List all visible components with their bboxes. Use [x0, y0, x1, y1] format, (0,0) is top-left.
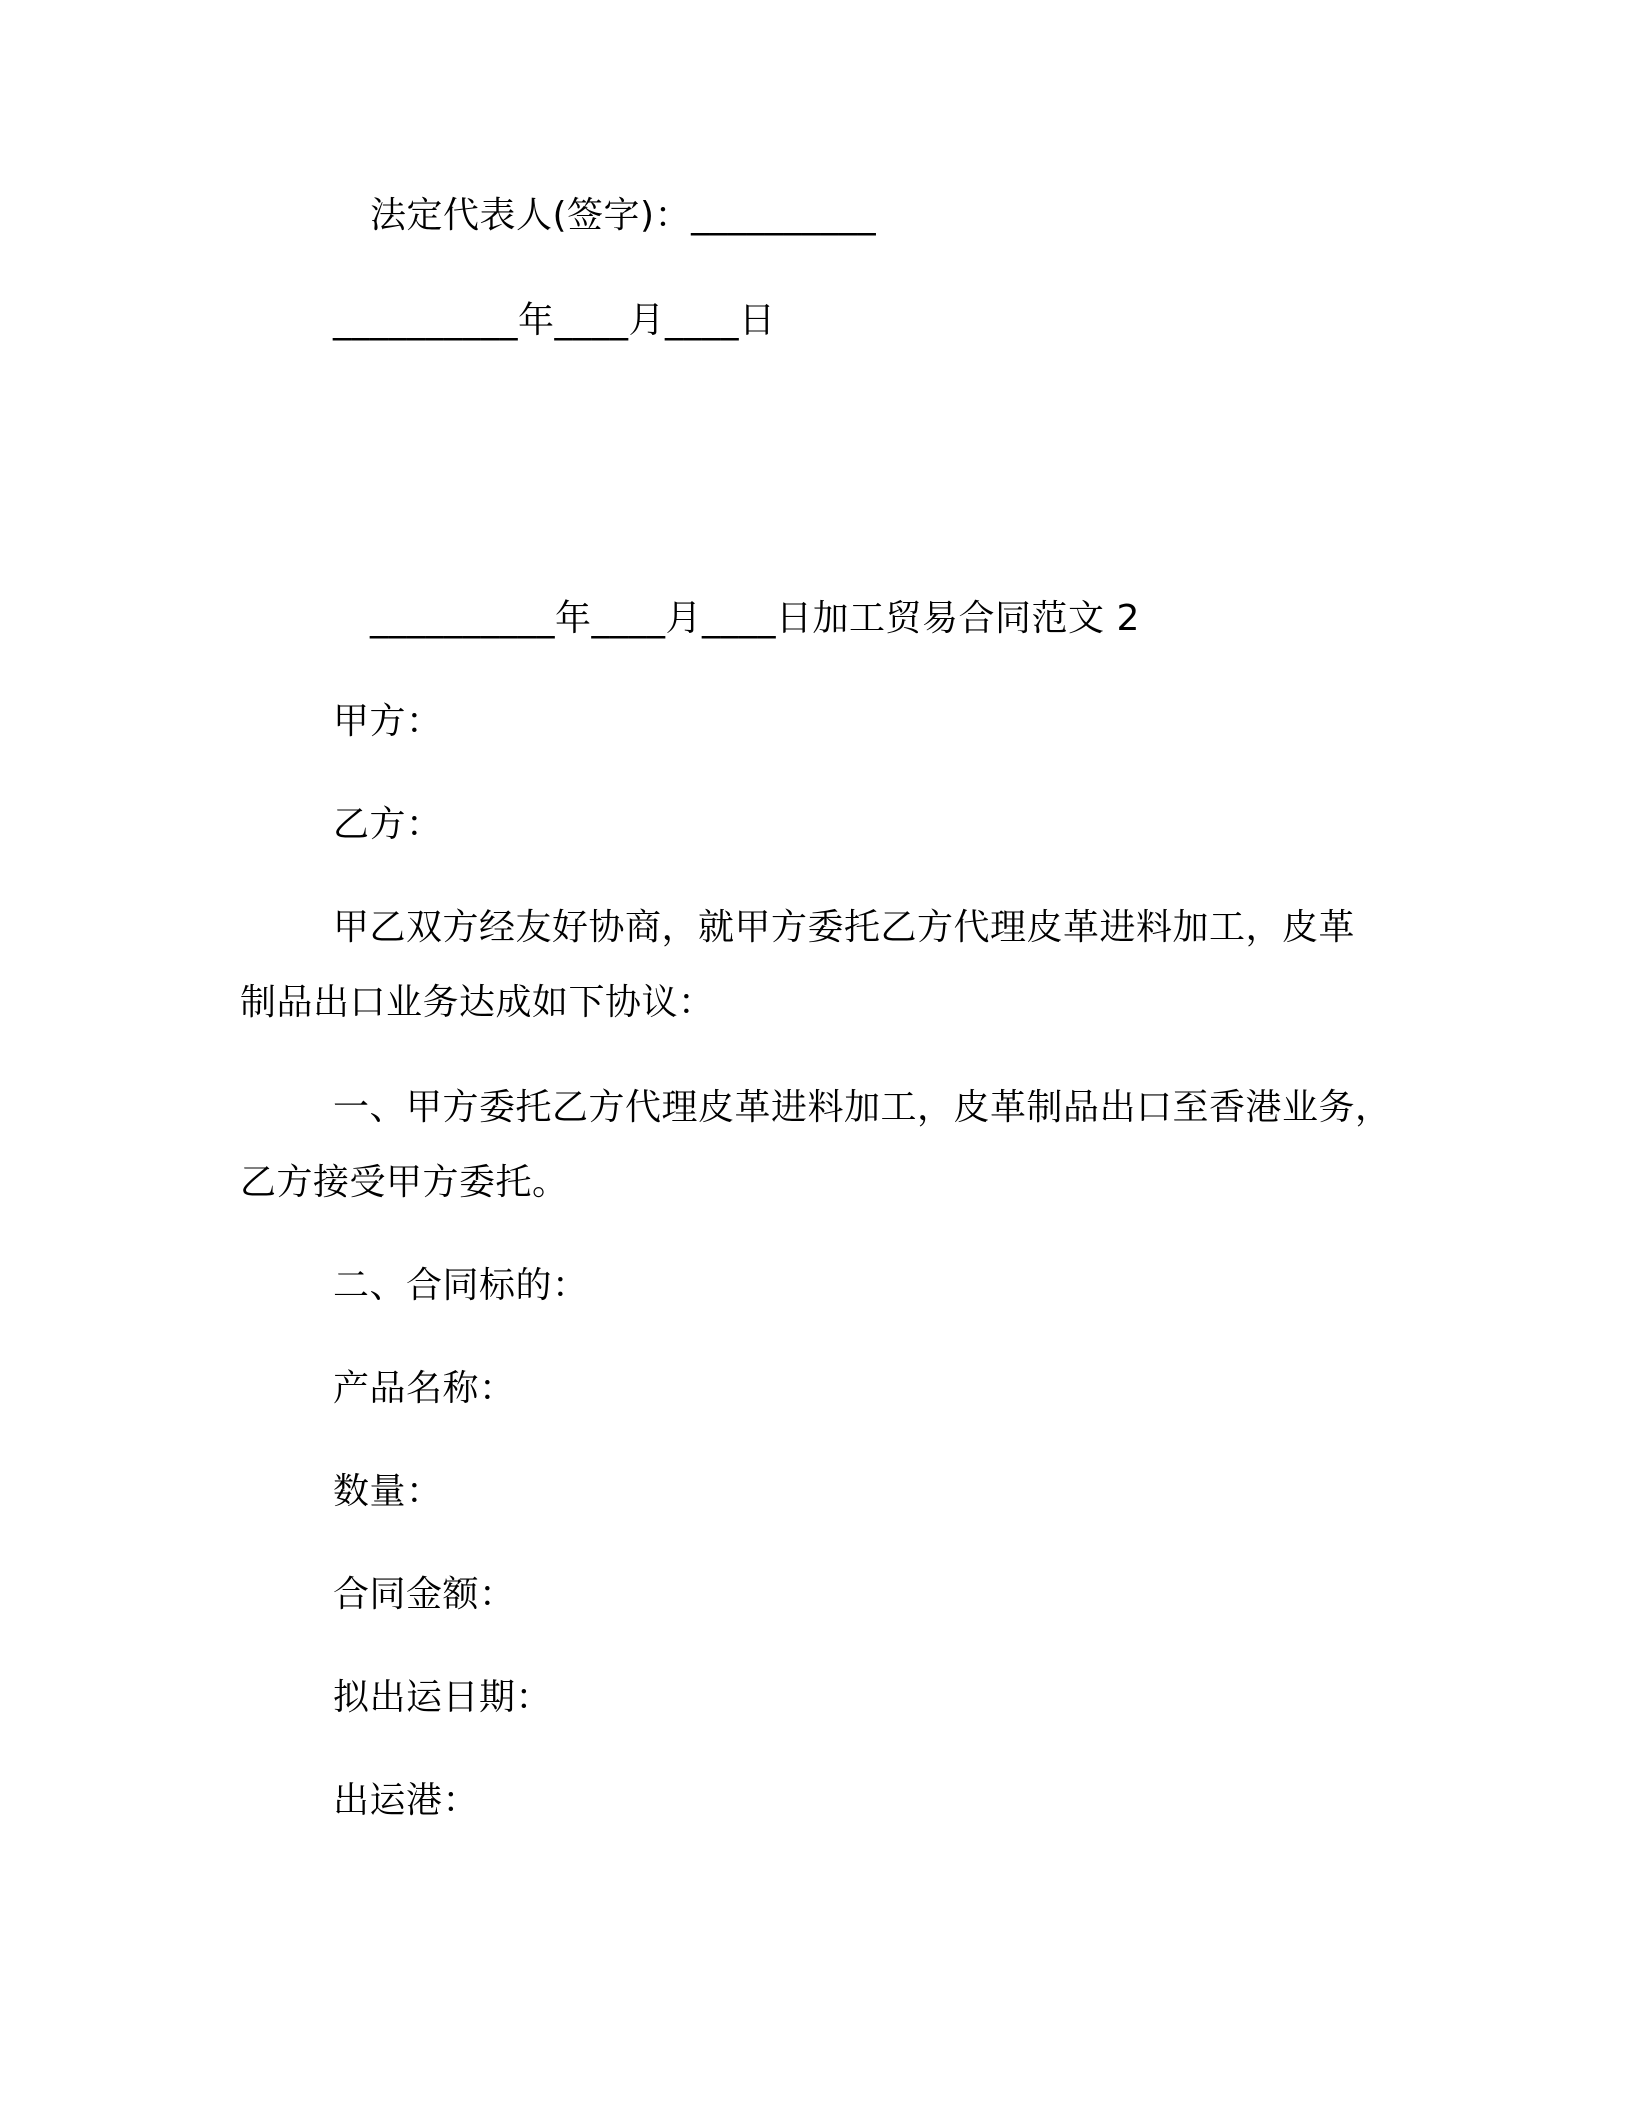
clause-1-line-2: 乙方接受甲方委托。 — [240, 1162, 569, 1203]
port-of-shipment-label: 出运港： — [333, 1780, 480, 1821]
clause-2-heading: 二、合同标的： — [333, 1265, 589, 1306]
clause-1-line-1: 一、甲方委托乙方代理皮革进料加工，皮革制品出口至香港业务， — [333, 1087, 1392, 1128]
party-b-label: 乙方： — [333, 804, 443, 845]
date-line: __________年____月____日 — [333, 300, 776, 341]
product-name-label: 产品名称： — [333, 1368, 516, 1409]
party-a-label: 甲方： — [333, 701, 443, 742]
intro-paragraph-line-2: 制品出口业务达成如下协议： — [240, 982, 715, 1023]
shipment-date-label: 拟出运日期： — [333, 1677, 553, 1718]
signature-line: 法定代表人(签字)：__________ — [370, 195, 877, 236]
contract-amount-label: 合同金额： — [333, 1574, 516, 1615]
contract-title: __________年____月____日加工贸易合同范文 2 — [370, 598, 1140, 639]
quantity-label: 数量： — [333, 1471, 443, 1512]
intro-paragraph-line-1: 甲乙双方经友好协商，就甲方委托乙方代理皮革进料加工，皮革 — [333, 907, 1356, 948]
